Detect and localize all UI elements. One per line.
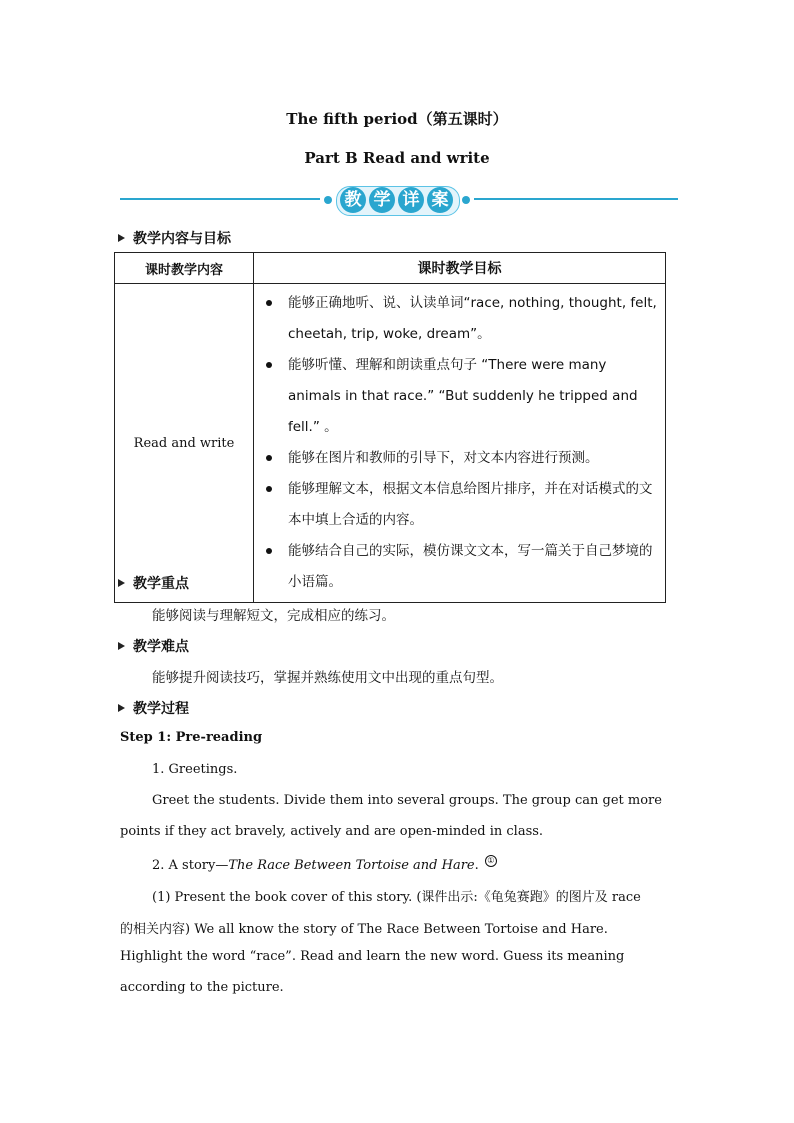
process-line: according to the picture. [120, 980, 284, 995]
goal-text: 能够正确地听、说、认读单词“race, nothing, thought, felt, cheetah, trip, woke, dream”。 [288, 295, 657, 342]
banner-dot-left [324, 196, 332, 204]
banner-line-right [474, 198, 678, 200]
table-header-goals: 课时教学目标 [254, 253, 666, 284]
process-line: points if they act bravely, actively and are open-minded in class. [120, 824, 544, 839]
section-label: 教学过程 [133, 701, 189, 717]
story-title: The Race Between Tortoise and Hare [228, 858, 475, 873]
goal-item [260, 474, 657, 536]
banner-char: 详 [398, 187, 424, 213]
step-heading: Step 1: Pre-reading [120, 730, 263, 745]
section-heading-process [118, 698, 189, 718]
triangle-icon [118, 579, 125, 587]
bullet-icon [266, 362, 272, 368]
goal-text: 能够在图片和教师的引导下，对文本内容进行预测。 [288, 450, 599, 466]
goal-text: 能够结合自己的实际，模仿课文文本，写一篇关于自己梦境的小语篇。 [288, 543, 653, 590]
key-points-text: 能够阅读与理解短文，完成相应的练习。 [152, 608, 395, 624]
goal-item [260, 536, 657, 598]
section-heading-difficulties [118, 636, 189, 656]
table-cell-goals [254, 284, 666, 603]
process-line: (1) Present the book cover of this story. (课件出示:《龟兔赛跑》的图片及 race [152, 890, 641, 905]
goal-item [260, 350, 657, 443]
section-label: 教学难点 [133, 639, 189, 655]
section-heading-content-goals [118, 228, 231, 248]
table-cell-content: Read and write [115, 284, 254, 603]
process-line: Highlight the word “race”. Read and learn the new word. Guess its meaning [120, 949, 625, 964]
banner-line-left [120, 198, 320, 200]
goals-table [114, 252, 666, 603]
page-subtitle: Part B Read and write [304, 149, 490, 167]
page-title: The fifth period（第五课时） [286, 110, 508, 128]
section-label: 教学内容与目标 [133, 231, 231, 247]
table-header-content: 课时教学内容 [115, 253, 254, 284]
process-item-story [152, 855, 497, 873]
story-suffix: . [474, 858, 479, 873]
footnote-mark: ① [485, 855, 497, 867]
triangle-icon [118, 234, 125, 242]
section-label: 教学重点 [133, 576, 189, 592]
bullet-icon [266, 300, 272, 306]
triangle-icon [118, 642, 125, 650]
teaching-plan-banner [316, 184, 478, 216]
process-line: Greet the students. Divide them into several groups. The group can get more [152, 793, 662, 808]
banner-char: 学 [369, 187, 395, 213]
process-line: 的相关内容) We all know the story of The Race Between Tortoise and Hare. [120, 922, 608, 937]
goal-text: 能够听懂、理解和朗读重点句子 “There were many animals in that race.” “But suddenly he tripped and fell.” 。 [288, 357, 638, 435]
triangle-icon [118, 704, 125, 712]
goal-text: 能够理解文本，根据文本信息给图片排序，并在对话模式的文本中填上合适的内容。 [288, 481, 653, 528]
goal-item [260, 443, 657, 474]
bullet-icon [266, 548, 272, 554]
bullet-icon [266, 455, 272, 461]
difficulties-text: 能够提升阅读技巧，掌握并熟练使用文中出现的重点句型。 [152, 670, 503, 686]
goal-item [260, 288, 657, 350]
bullet-icon [266, 486, 272, 492]
section-heading-key-points [118, 573, 189, 593]
story-prefix: 2. A story— [152, 858, 229, 873]
banner-char: 教 [340, 187, 366, 213]
banner-dot-right [462, 196, 470, 204]
banner-char: 案 [427, 187, 453, 213]
process-item: 1. Greetings. [152, 762, 238, 777]
